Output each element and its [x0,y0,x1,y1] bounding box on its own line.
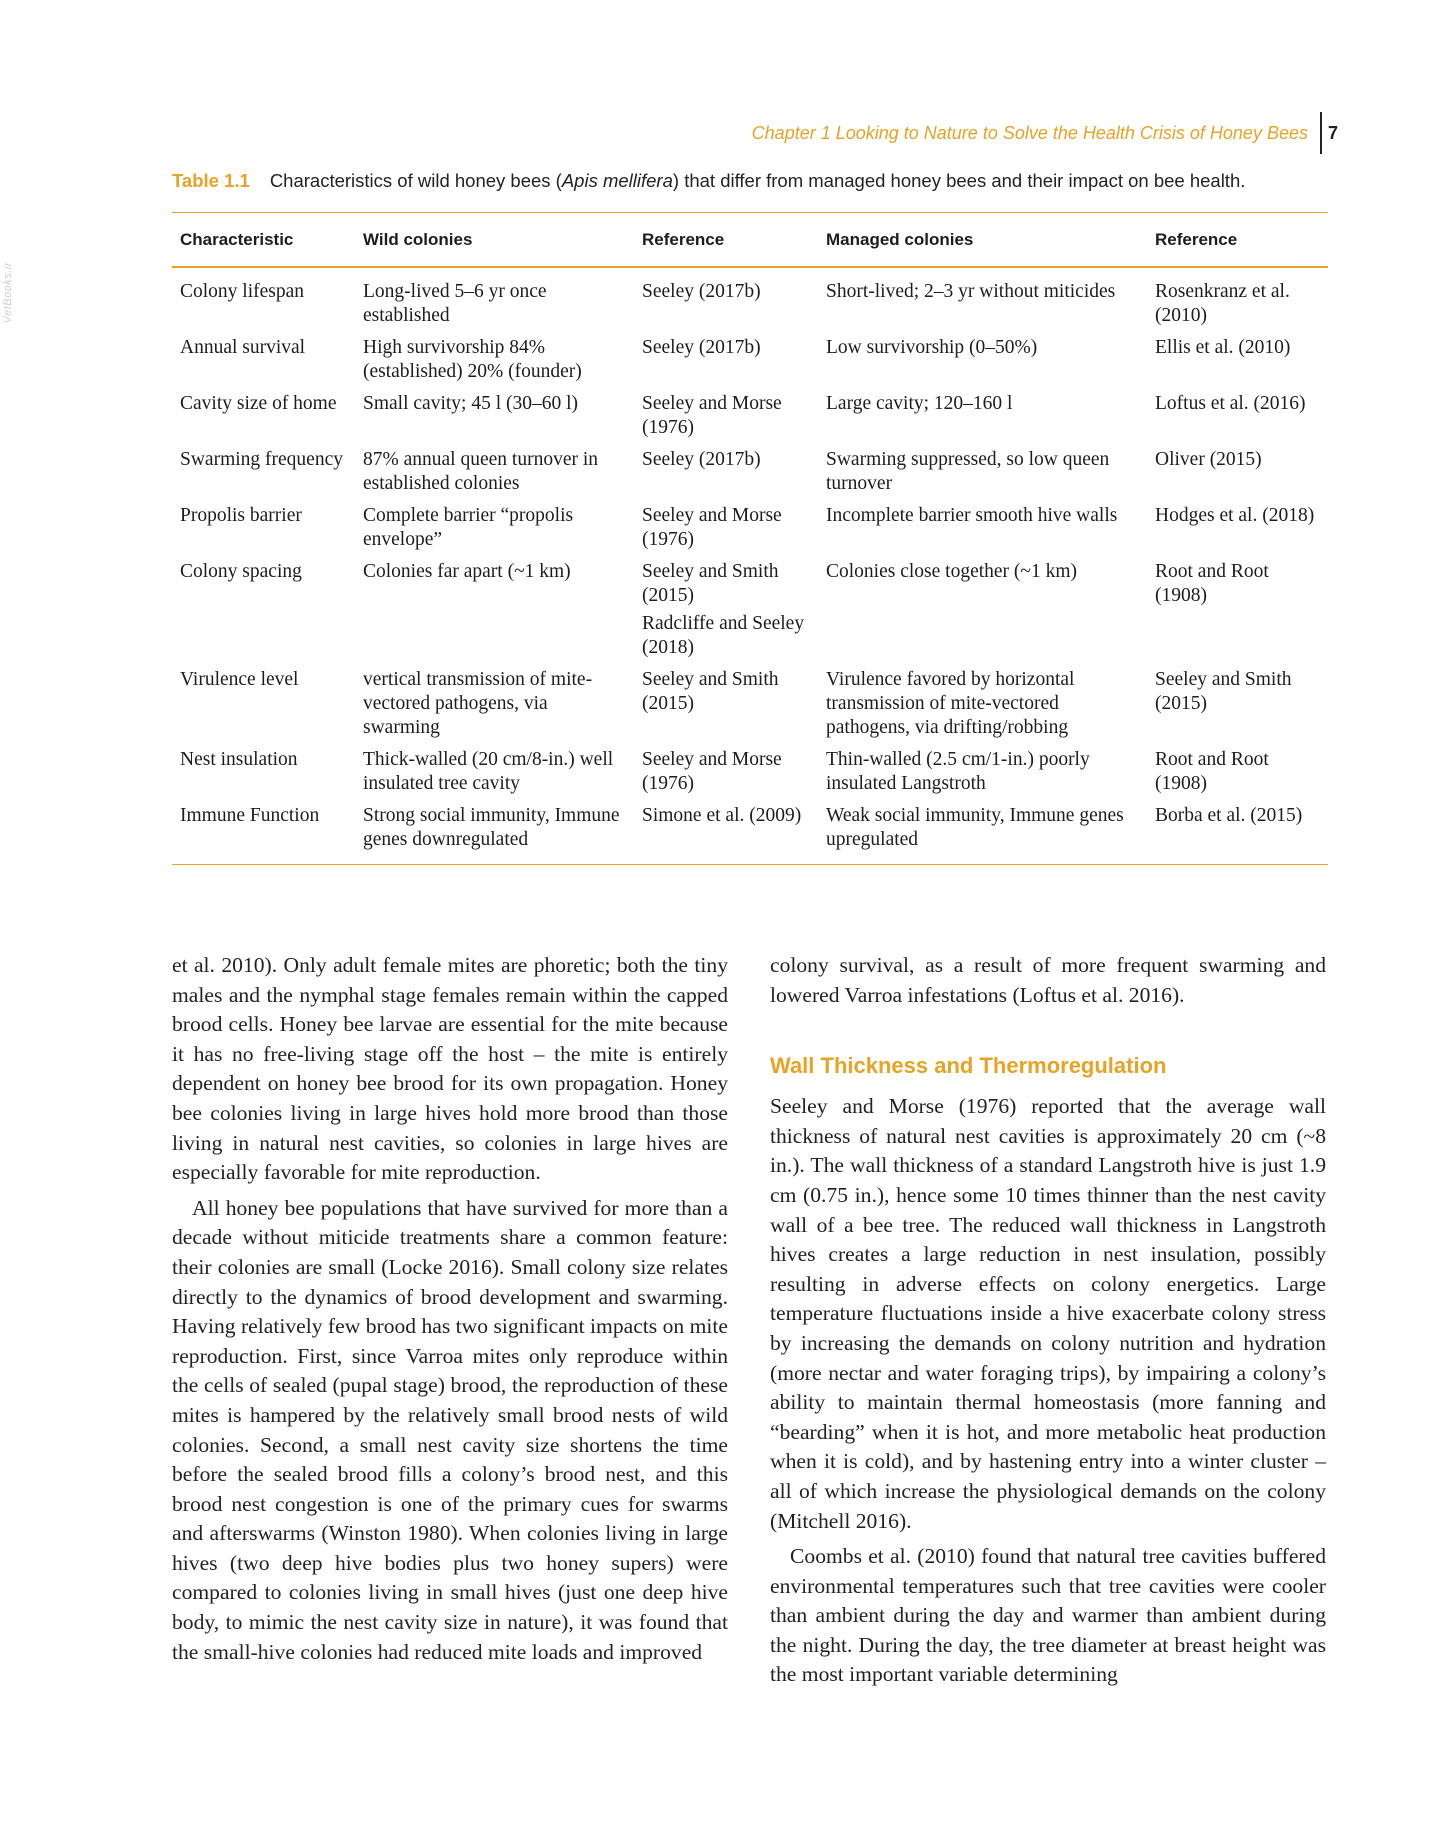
table-row [172,664,1328,744]
watermark: VetBooks.ir [2,262,14,324]
header-managed-reference: Reference [1147,213,1328,268]
cell-wild-ref: Seeley and Morse (1976) [642,393,782,438]
cell-managed-ref: Seeley and Smith (2015) [1155,669,1292,714]
cell-wild: Complete barrier “propolis envelope” [363,505,574,550]
cell-managed-ref: Root and Root (1908) [1155,749,1269,794]
cell-managed: Low survivorship (0–50%) [826,337,1038,358]
cell-characteristic: Colony lifespan [180,281,305,302]
body-paragraph: All honey bee populations that have survived for more than a decade without miticide treatments share a common feature: their colonies are small (Locke 2016). Small colony size relates directly to the dynamics of brood development and swarming. Having relatively few brood has two significant impacts on mite reproduction. First, since Varroa mites only reproduce within the cells of sealed (pupal stage) brood, the reproduction of these mites is hampered by the relatively small brood nests of wild colonies. Second, a small nest cavity size shortens the time before the sealed brood fills a colony’s brood nest, and this brood nest congestion is one of the primary cues for swarms and afterswarms (Winston 1980). When colonies living in large hives (two deep hive bodies plus two honey supers) were compared to colonies living in small hives (just one deep hive body, to mimic the nest cavity size in nature), it was found that the small-hive colonies had reduced mite loads and improved [172,1195,728,1664]
cell-wild-ref: Seeley (2017b) [642,337,761,358]
page-number: 7 [1327,122,1338,143]
cell-wild-ref: Seeley and Smith (2015) [642,669,779,714]
body-paragraph: colony survival, as a result of more frequent swarming and lowered Varroa infestations (Loftus et al. 2016). [770,953,1326,1007]
cell-wild: Thick-walled (20 cm/8-in.) well insulated tree cavity [363,749,614,794]
body-column-left [172,951,728,1667]
running-head-title: Chapter 1 Looking to Nature to Solve the Health Crisis of Honey Bees [751,122,1308,143]
cell-wild-ref: Simone et al. (2009) [634,800,818,865]
cell-managed-ref: Root and Root (1908) [1155,561,1269,606]
cell-managed: Weak social immunity, Immune genes upregulated [818,800,1147,865]
table-label: Table 1.1 [172,170,250,191]
cell-managed: Virulence favored by horizontal transmission of mite-vectored pathogens, via drifting/robbing [826,669,1075,738]
table-caption [172,170,1332,192]
cell-wild-ref: Seeley and Morse (1976) [642,505,782,550]
cell-wild: Colonies far apart (~1 km) [363,561,571,582]
cell-wild-ref [634,556,818,664]
cell-wild: Small cavity; 45 l (30–60 l) [363,393,579,414]
cell-managed: Incomplete barrier smooth hive walls [826,505,1118,526]
table-row [172,800,1328,865]
cell-wild-ref-primary: Seeley and Smith (2015) [642,561,779,606]
table-row [172,444,1328,500]
body-column-right [770,951,1326,1690]
cell-wild: vertical transmission of mite-vectored pathogens, via swarming [363,669,593,738]
table-row [172,744,1328,800]
cell-managed-ref: Ellis et al. (2010) [1155,337,1291,358]
header-managed-colonies: Managed colonies [818,213,1147,268]
cell-wild: Long-lived 5–6 yr once established [363,281,547,326]
cell-managed: Colonies close together (~1 km) [826,561,1077,582]
cell-managed: Large cavity; 120–160 l [826,393,1013,414]
cell-wild-ref-secondary: Radcliffe and Seeley (2018) [642,613,805,658]
cell-wild: 87% annual queen turnover in established colonies [363,449,599,494]
cell-managed: Short-lived; 2–3 yr without miticides [826,281,1116,302]
cell-characteristic: Annual survival [180,337,306,358]
cell-wild: High survivorship 84% (established) 20% (founder) [363,337,582,382]
cell-managed-ref: Hodges et al. (2018) [1155,505,1315,526]
cell-wild-ref: Seeley (2017b) [642,449,761,470]
header-wild-colonies: Wild colonies [355,213,634,268]
table-row [172,332,1328,388]
body-paragraph: et al. 2010). Only adult female mites are phoretic; both the tiny males and the nymphal stage females remain within the capped brood cells. Honey bee larvae are essential for the mite because it has no free-living stage off the host – the mite is entirely dependent on honey bee brood for its own propagation. Honey bee colonies living in large hives hold more brood than those living in natural nest cavities, so colonies in large hives are especially favorable for mite reproduction. [172,953,728,1185]
table-row [172,388,1328,444]
cell-characteristic: Propolis barrier [180,505,302,526]
cell-managed: Swarming suppressed, so low queen turnover [826,449,1110,494]
cell-managed-ref: Oliver (2015) [1155,449,1262,470]
cell-characteristic: Cavity size of home [180,393,337,414]
cell-characteristic: Colony spacing [180,561,302,582]
table-header-row [172,213,1328,268]
cell-characteristic: Immune Function [172,800,355,865]
table-row [172,500,1328,556]
cell-wild-ref: Seeley (2017b) [642,281,761,302]
header-characteristic: Characteristic [172,213,355,268]
cell-managed-ref: Rosenkranz et al. (2010) [1155,281,1290,326]
body-paragraph: Seeley and Morse (1976) reported that the average wall thickness of natural nest cavities is approximately 20 cm (~8 in.). The wall thickness of a standard Langstroth hive is just 1.9 cm (0.75 in.), hence some 10 times thinner than the nest cavity wall of a bee tree. The reduced wall thickness in Langstroth hives creates a large reduction in nest insulation, possibly resulting in adverse effects on colony energetics. Large temperature fluctuations inside a hive exacerbate colony stress by increasing the demands on colony nutrition and hydration (more nectar and water foraging trips), by impairing a colony’s ability to maintain thermal homeostasis (more fanning and “bearding” when it is hot, and more metabolic heat production when it is cold), and by hastening entry into a winter cluster – all of which increase the physiological demands on the colony (Mitchell 2016). [770,1094,1326,1533]
caption-species: Apis mellifera [561,170,673,191]
section-heading: Wall Thickness and Thermoregulation [770,1053,1167,1079]
cell-wild: Strong social immunity, Immune genes downregulated [355,800,634,865]
cell-characteristic: Nest insulation [180,749,298,770]
table-row [172,267,1328,332]
cell-managed: Thin-walled (2.5 cm/1-in.) poorly insulated Langstroth [826,749,1090,794]
running-head-rule [1320,112,1322,154]
cell-wild-ref: Seeley and Morse (1976) [642,749,782,794]
cell-managed-ref: Loftus et al. (2016) [1155,393,1306,414]
header-wild-reference: Reference [634,213,818,268]
characteristics-table [172,212,1328,865]
cell-managed-ref: Borba et al. (2015) [1147,800,1328,865]
running-head [752,112,1338,154]
body-paragraph: Coombs et al. (2010) found that natural tree cavities buffered environmental temperatures such that tree cavities were cooler than ambient during the day and warmer than ambient during the night. During the day, the tree diameter at breast height was the most important variable determining [770,1544,1326,1687]
caption-text-post: ) that differ from managed honey bees and their impact on bee health. [672,170,1246,191]
cell-characteristic: Virulence level [180,669,299,690]
caption-text-pre: Characteristics of wild honey bees ( [269,170,562,191]
cell-characteristic: Swarming frequency [180,449,343,470]
table-row [172,556,1328,664]
